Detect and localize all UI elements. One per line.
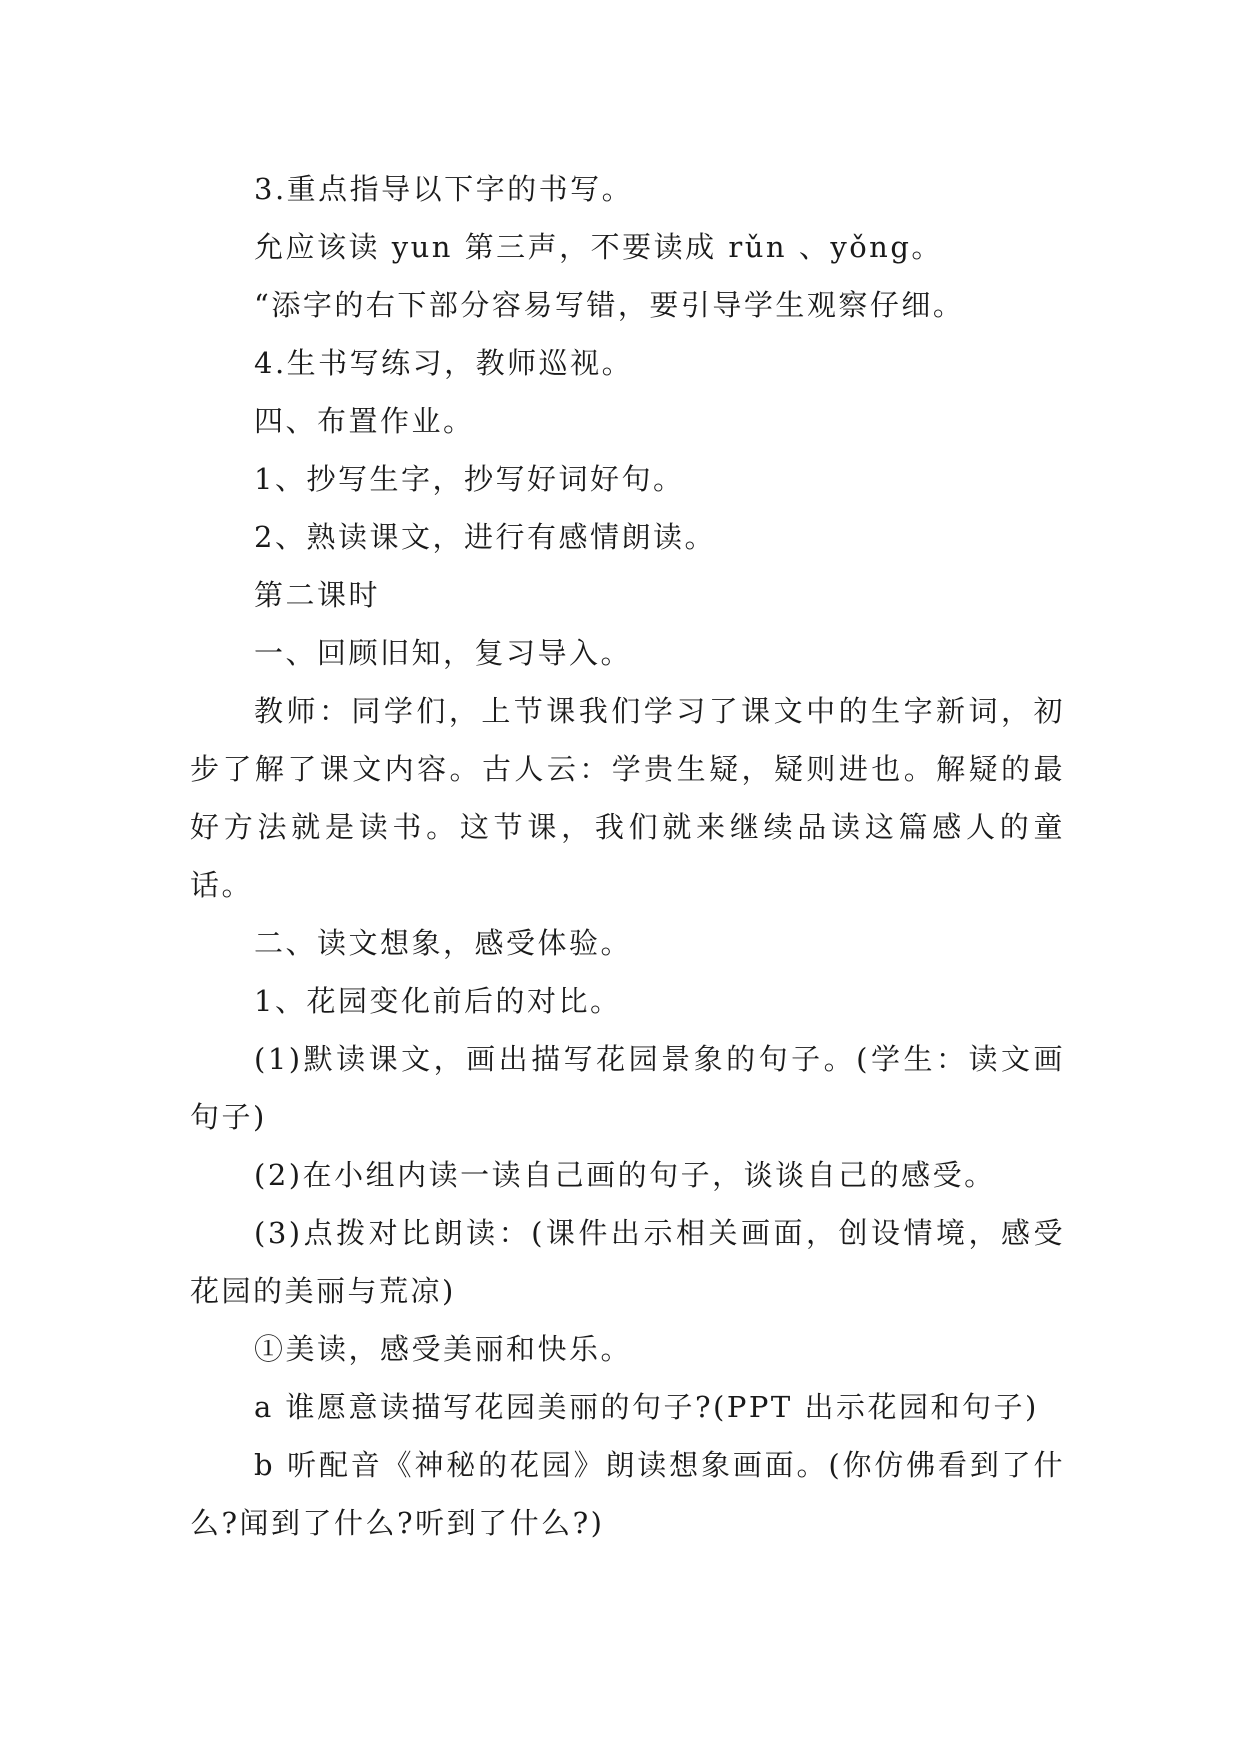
document-body (190, 160, 1065, 1552)
paragraph: a 谁愿意读描写花园美丽的句子?(PPT 出示花园和句子) (254, 1390, 1039, 1424)
paragraph: 1、花园变化前后的对比。 (254, 984, 622, 1018)
paragraph: 允应该读 yun 第三声，不要读成 rǔn 、yǒng。 (254, 230, 943, 264)
paragraph: 4.生书写练习，教师巡视。 (254, 346, 634, 380)
paragraph: 一、回顾旧知，复习导入。 (254, 636, 633, 670)
paragraph: 四、布置作业。 (254, 404, 475, 438)
paragraph: 3.重点指导以下字的书写。 (254, 172, 634, 206)
paragraph: 1、抄写生字，抄写好词好句。 (254, 462, 685, 496)
paragraph: (2)在小组内读一读自己画的句子，谈谈自己的感受。 (254, 1158, 996, 1192)
section-heading: 第二课时 (254, 578, 381, 612)
paragraph: ①美读，感受美丽和快乐。 (254, 1332, 633, 1366)
paragraph: 2、熟读课文，进行有感情朗读。 (254, 520, 716, 554)
paragraph: (1)默读课文，画出描写花园景象的句子。(学生：读文画句子) (190, 1042, 1065, 1134)
paragraph: 教师：同学们，上节课我们学习了课文中的生字新词，初步了解了课文内容。古人云：学贵生疑，疑则进也。解疑的最好方法就是读书。这节课，我们就来继续品读这篇感人的童话。 (190, 694, 1065, 902)
paragraph: 二、读文想象，感受体验。 (254, 926, 633, 960)
paragraph: “添字的右下部分容易写错，要引导学生观察仔细。 (254, 288, 965, 322)
paragraph: (3)点拨对比朗读：(课件出示相关画面，创设情境，感受花园的美丽与荒凉) (190, 1216, 1065, 1308)
paragraph: b 听配音《神秘的花园》朗读想象画面。(你仿佛看到了什么?闻到了什么?听到了什么?) (190, 1448, 1065, 1540)
